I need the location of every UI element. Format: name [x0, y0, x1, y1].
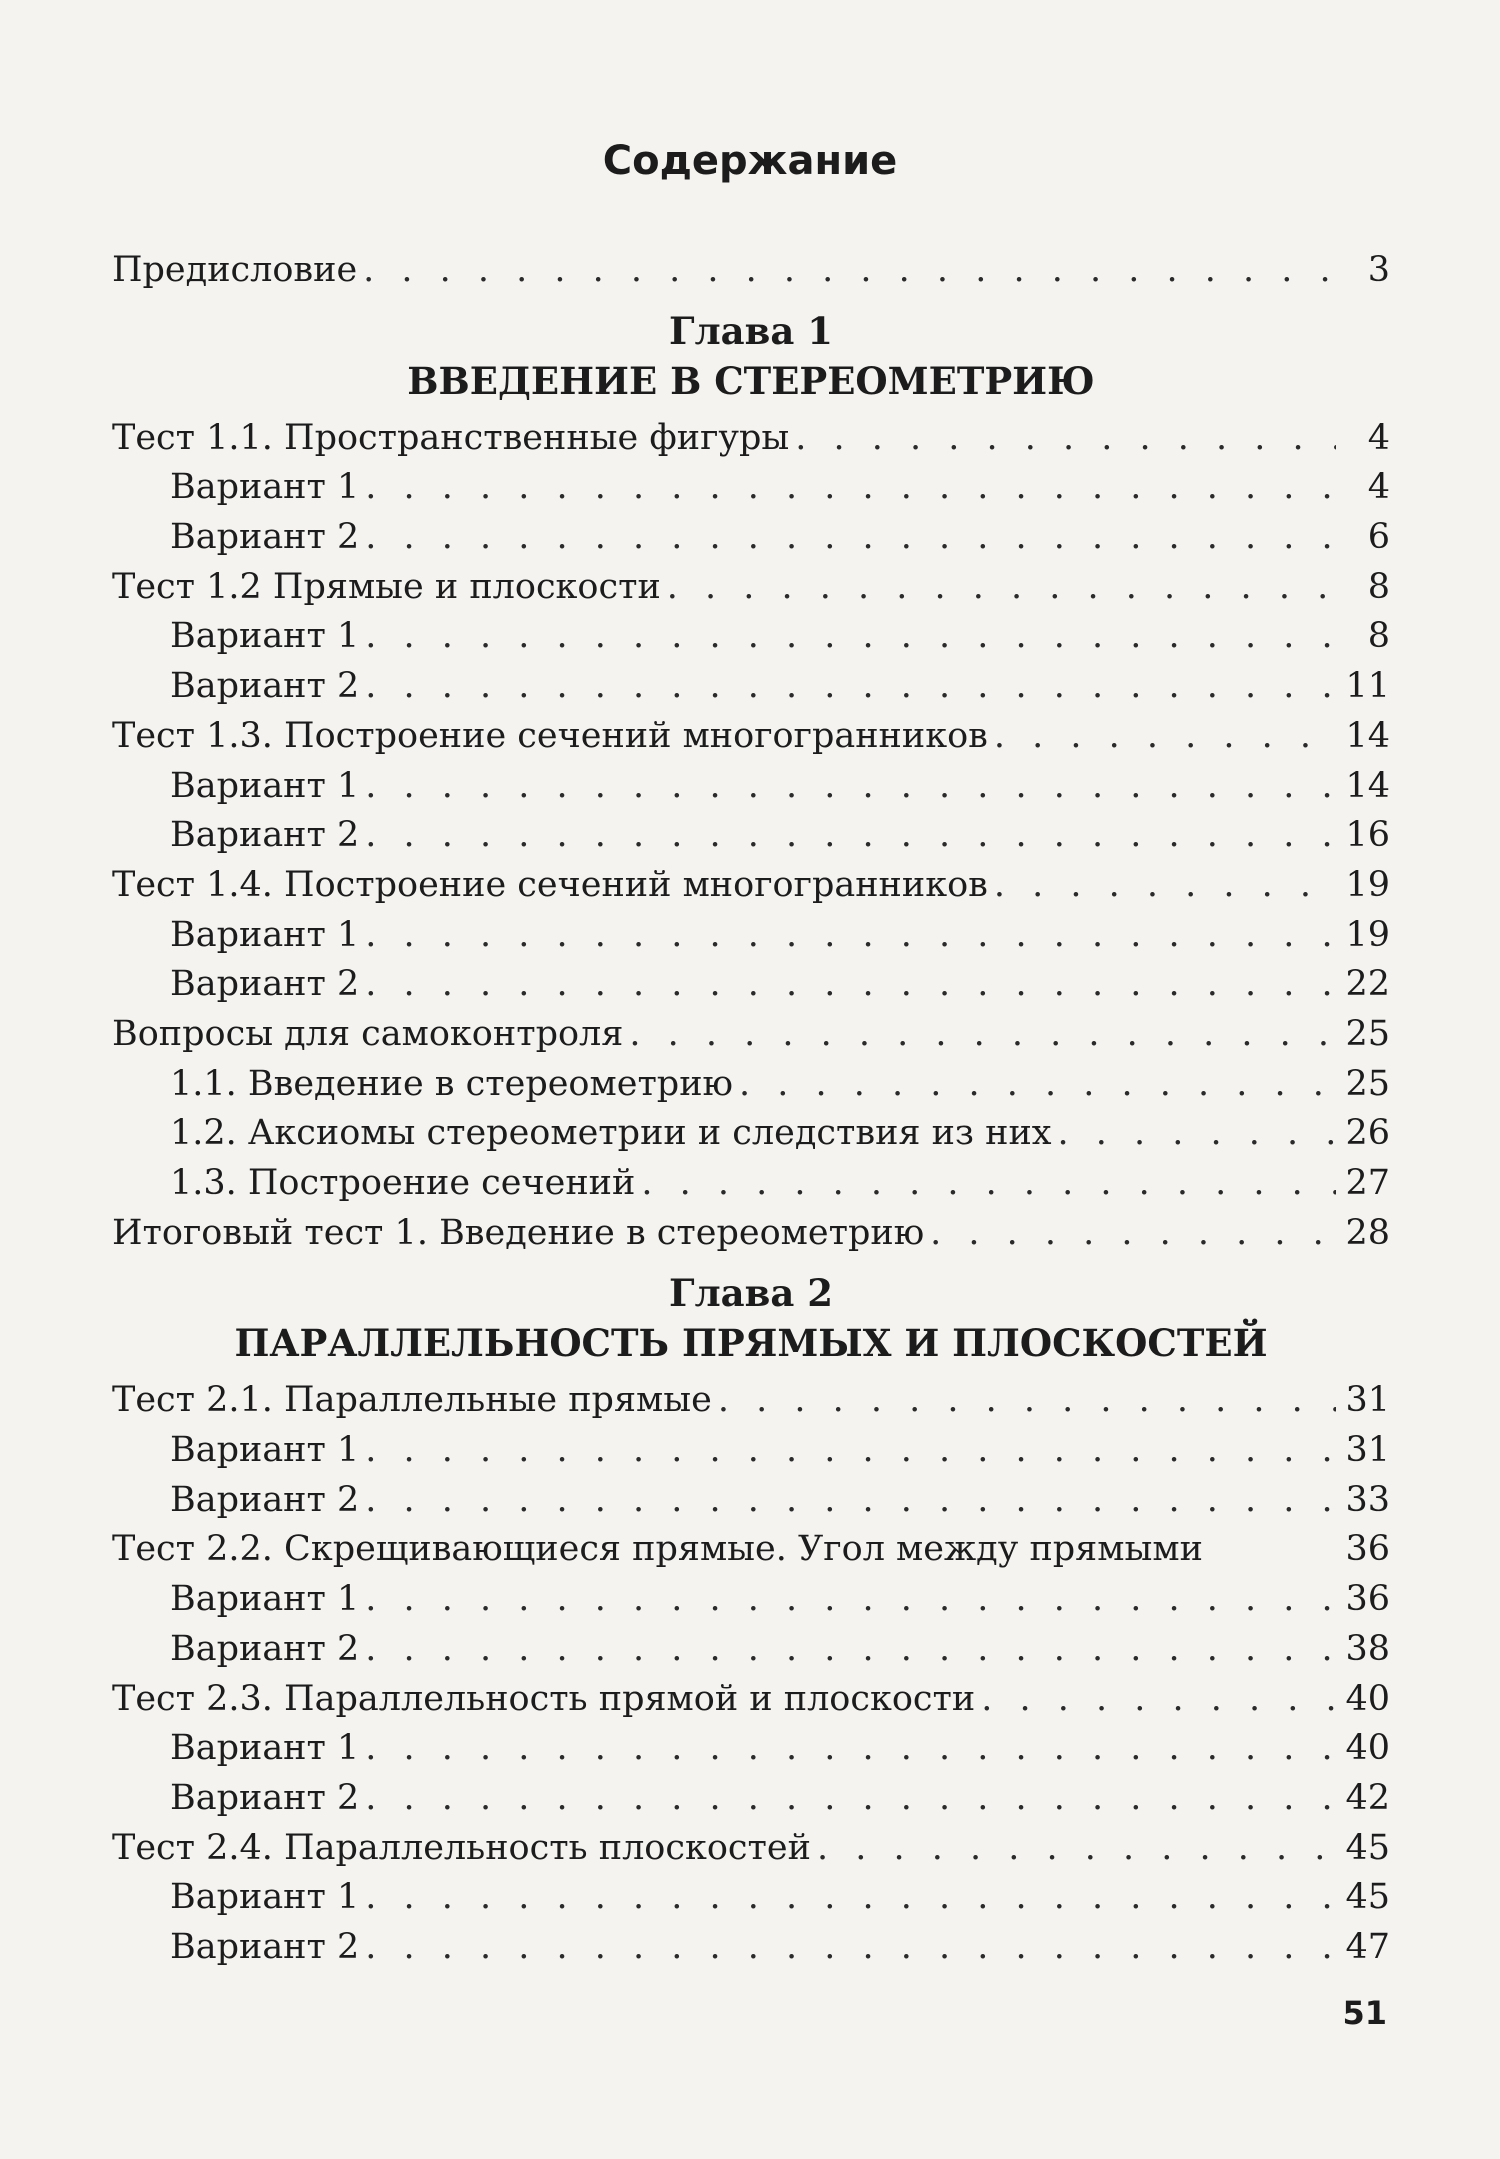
toc-entry-page: 8: [1367, 566, 1390, 607]
toc-entry-title: Тест 2.4. Параллельность плоскостей: [112, 1827, 811, 1868]
toc-entry-page: 26: [1345, 1113, 1390, 1154]
toc-entry-page: 8: [1367, 616, 1390, 657]
toc-entry-title: Предисловие: [112, 250, 358, 290]
page-number: 51: [1342, 1994, 1387, 2032]
toc-subentry[interactable]: [112, 1426, 1390, 1476]
chapter-heading: [112, 1268, 1390, 1368]
dot-leader: [817, 1824, 1336, 1874]
toc-entry-title: Вариант 2: [170, 1628, 360, 1669]
toc-entry-title: Итоговый тест 1. Введение в стереометрию: [112, 1212, 925, 1253]
toc-entry-page: 3: [1367, 250, 1390, 290]
toc-entry-page: 31: [1345, 1430, 1390, 1471]
toc-entry-page: 36: [1345, 1579, 1390, 1620]
toc-subentry[interactable]: [112, 1724, 1390, 1774]
toc-entry-page: 36: [1345, 1529, 1390, 1570]
dot-leader: [365, 811, 1336, 861]
toc-entry-title: Тест 2.2. Скрещивающиеся прямые. Угол между прямыми: [112, 1529, 1203, 1570]
toc-entry-page: 40: [1345, 1728, 1390, 1769]
toc-entry[interactable]: [112, 712, 1390, 762]
toc-entry-title: Вариант 1: [170, 1579, 360, 1620]
dot-leader: [365, 1873, 1336, 1923]
chapter-title: ВВЕДЕНИЕ В СТЕРЕОМЕТРИЮ: [407, 358, 1095, 403]
toc-entry[interactable]: [112, 1209, 1390, 1259]
dot-leader: [365, 762, 1336, 812]
toc-entry-title: 1.1. Введение в стереометрию: [170, 1063, 734, 1104]
toc-entry-title: Вопросы для самоконтроля: [112, 1013, 624, 1054]
dot-leader: [365, 662, 1336, 712]
dot-leader: [994, 861, 1336, 911]
table-of-contents: [112, 246, 1390, 1973]
toc-entry-title: 1.2. Аксиомы стереометрии и следствия из них: [170, 1113, 1052, 1154]
dot-leader: [365, 463, 1336, 513]
toc-entry[interactable]: [112, 1675, 1390, 1725]
toc-entry-title: Вариант 2: [170, 1777, 360, 1818]
toc-entry-page: 28: [1345, 1212, 1390, 1253]
toc-entry-title: Вариант 2: [170, 1926, 360, 1967]
toc-entry[interactable]: [112, 1010, 1390, 1060]
toc-entry-page: 33: [1345, 1479, 1390, 1520]
toc-entry[interactable]: [112, 1525, 1390, 1575]
toc-entry-title: Тест 1.3. Построение сечений многогранников: [112, 715, 988, 756]
dot-leader: [365, 612, 1336, 662]
dot-leader: [365, 1774, 1336, 1824]
chapter-title: ПАРАЛЛЕЛЬНОСТЬ ПРЯМЫХ И ПЛОСКОСТЕЙ: [234, 1321, 1268, 1366]
toc-entry-page: 47: [1345, 1926, 1390, 1967]
toc-entry-page: 4: [1367, 417, 1390, 458]
toc-entry-page: 4: [1367, 467, 1390, 508]
toc-subentry[interactable]: [112, 1923, 1390, 1973]
toc-entry-title: Вариант 2: [170, 517, 360, 558]
chapter-heading: [112, 306, 1390, 406]
toc-entry-title: 1.3. Построение сечений: [170, 1163, 636, 1203]
toc-subentry[interactable]: [112, 1873, 1390, 1923]
toc-entry-page: 40: [1345, 1678, 1390, 1719]
dot-leader: [365, 1724, 1336, 1774]
toc-subentry[interactable]: [112, 1060, 1390, 1110]
chapter-label: Глава 2: [669, 1271, 833, 1316]
page-heading: Содержание: [602, 138, 898, 184]
toc-entry-page: 22: [1345, 964, 1390, 1005]
dot-leader: [363, 246, 1336, 296]
dot-leader: [641, 1159, 1336, 1209]
toc-entry-title: Вариант 1: [170, 1430, 360, 1471]
toc-subentry[interactable]: [112, 811, 1390, 861]
toc-entry-page: 25: [1345, 1013, 1390, 1054]
toc-entry-title: Тест 1.2 Прямые и плоскости: [112, 566, 661, 607]
toc-subentry[interactable]: [112, 960, 1390, 1010]
toc-subentry[interactable]: [112, 762, 1390, 812]
toc-subentry[interactable]: [112, 463, 1390, 513]
toc-subentry[interactable]: [112, 1476, 1390, 1526]
toc-subentry[interactable]: [112, 1159, 1390, 1209]
dot-leader: [365, 1476, 1336, 1526]
dot-leader: [365, 1426, 1336, 1476]
dot-leader: [365, 1625, 1336, 1675]
toc-subentry[interactable]: [112, 1625, 1390, 1675]
dot-leader: [365, 1923, 1336, 1973]
toc-entry-title: Тест 1.4. Построение сечений многогранников: [112, 864, 988, 905]
toc-subentry[interactable]: [112, 911, 1390, 961]
toc-entry-page: 19: [1345, 864, 1390, 905]
toc-entry-page: 14: [1345, 715, 1390, 756]
dot-leader: [994, 712, 1336, 762]
toc-entry-title: Вариант 2: [170, 666, 360, 707]
toc-subentry[interactable]: [112, 612, 1390, 662]
dot-leader: [365, 1575, 1336, 1625]
toc-entry-title: Тест 2.3. Параллельность прямой и плоскости: [112, 1678, 976, 1719]
toc-entry-page: 31: [1345, 1380, 1390, 1421]
toc-entry-page: 6: [1367, 517, 1390, 558]
toc-subentry[interactable]: [112, 1774, 1390, 1824]
toc-entry[interactable]: [112, 861, 1390, 911]
toc-entry-page: 14: [1345, 765, 1390, 806]
toc-entry[interactable]: [112, 1824, 1390, 1874]
toc-entry-title: Вариант 1: [170, 914, 360, 955]
toc-entry-page: 38: [1345, 1628, 1390, 1669]
toc-entry-title: Вариант 1: [170, 616, 360, 657]
toc-entry-title: Вариант 2: [170, 815, 360, 856]
chapter-label: Глава 1: [669, 308, 833, 353]
toc-subentry[interactable]: [112, 513, 1390, 563]
toc-entry-page: 25: [1345, 1063, 1390, 1104]
toc-entry-title: Тест 1.1. Пространственные фигуры: [112, 417, 790, 458]
dot-leader: [365, 911, 1336, 961]
toc-entry-page: 27: [1345, 1163, 1390, 1203]
toc-subentry[interactable]: [112, 1575, 1390, 1625]
dot-leader: [739, 1060, 1336, 1110]
dot-leader: [365, 960, 1336, 1010]
toc-subentry[interactable]: [112, 662, 1390, 712]
toc-entry-preface[interactable]: [112, 246, 1390, 296]
dot-leader: [667, 563, 1336, 613]
toc-subentry[interactable]: [112, 1109, 1390, 1159]
toc-entry-page: 45: [1345, 1877, 1390, 1918]
dot-leader: [1058, 1109, 1336, 1159]
toc-entry-title: Вариант 1: [170, 1877, 360, 1918]
toc-entry-page: 11: [1345, 666, 1390, 707]
dot-leader: [629, 1010, 1336, 1060]
dot-leader: [365, 513, 1336, 563]
toc-entry-title: Вариант 2: [170, 964, 360, 1005]
toc-entry[interactable]: [112, 1376, 1390, 1426]
toc-entry-page: 19: [1345, 914, 1390, 955]
dot-leader: [718, 1376, 1336, 1426]
dot-leader: [795, 414, 1336, 464]
toc-entry[interactable]: [112, 414, 1390, 464]
toc-entry-page: 42: [1345, 1777, 1390, 1818]
toc-entry-title: Тест 2.1. Параллельные прямые: [112, 1380, 712, 1421]
toc-entry[interactable]: [112, 563, 1390, 613]
toc-entry-title: Вариант 1: [170, 1728, 360, 1769]
dot-leader: [930, 1209, 1336, 1259]
toc-entry-title: Вариант 1: [170, 467, 360, 508]
toc-entry-title: Вариант 1: [170, 765, 360, 806]
toc-entry-title: Вариант 2: [170, 1479, 360, 1520]
toc-entry-page: 45: [1345, 1827, 1390, 1868]
toc-entry-page: 16: [1345, 815, 1390, 856]
dot-leader: [981, 1675, 1336, 1725]
